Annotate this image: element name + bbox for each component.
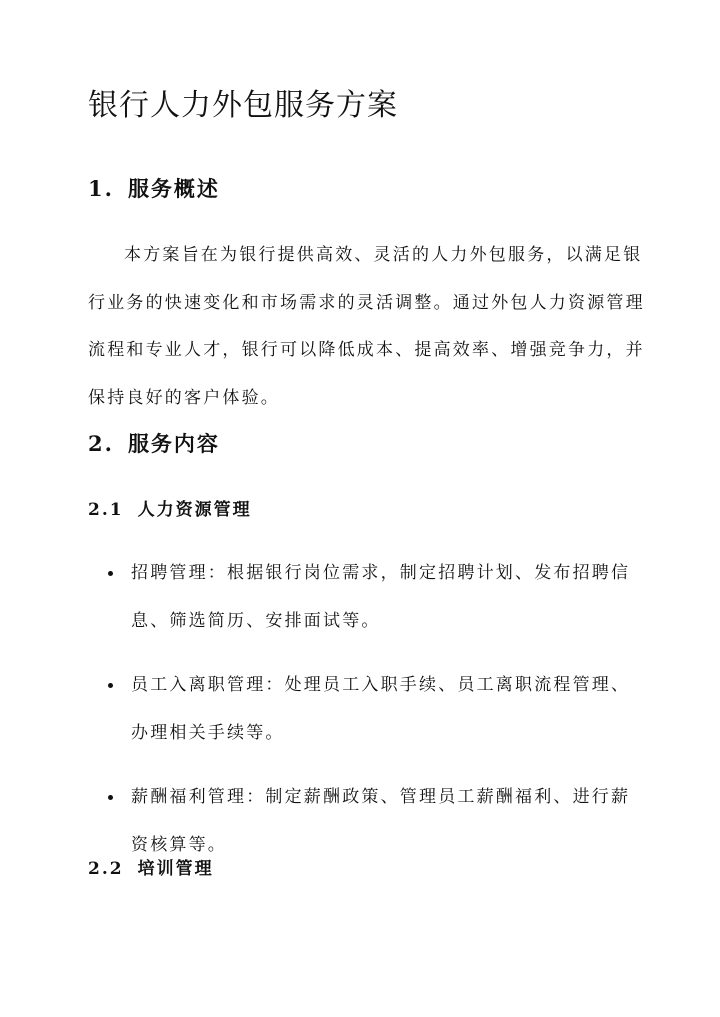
paragraph-line: 行业务的快速变化和市场需求的灵活调整。通过外包人力资源管理 — [88, 292, 645, 313]
bullet-icon — [108, 795, 113, 800]
section-title: 服务概述 — [127, 176, 220, 201]
subsection-heading-training-management — [88, 856, 214, 882]
list-item-line: 薪酬福利管理：制定薪酬政策、管理员工薪酬福利、进行薪 — [131, 787, 631, 807]
section-title: 服务内容 — [127, 431, 220, 456]
list-item — [88, 553, 633, 648]
subsection-title: 人力资源管理 — [137, 500, 252, 520]
paragraph-line: 流程和专业人才，银行可以降低成本、提高效率、增强竞争力，并 — [88, 340, 645, 360]
subsection-number: 2.1 — [88, 500, 124, 520]
bullet-icon — [108, 683, 113, 688]
overview-paragraph — [88, 235, 645, 425]
list-item-line: 息、筛选简历、安排面试等。 — [131, 610, 381, 631]
subsection-number: 2.2 — [88, 859, 124, 879]
hr-management-list — [88, 553, 633, 889]
section-heading-overview — [88, 174, 220, 204]
section-heading-content — [88, 429, 220, 459]
list-item — [88, 665, 633, 760]
list-item-line: 招聘管理：根据银行岗位需求，制定招聘计划、发布招聘信 — [131, 563, 631, 583]
document-title: 银行人力外包服务方案 — [88, 88, 398, 123]
list-item-line: 办理相关手续等。 — [131, 722, 285, 743]
bullet-icon — [108, 571, 113, 576]
paragraph-line: 保持良好的客户体验。 — [88, 387, 280, 408]
section-number: 1. — [88, 176, 114, 201]
subsection-heading-hr-management — [88, 497, 252, 523]
paragraph-line: 本方案旨在为银行提供高效、灵活的人力外包服务，以满足银 — [124, 245, 643, 265]
subsection-title: 培训管理 — [137, 859, 214, 879]
list-item-line: 资核算等。 — [131, 834, 227, 855]
list-item-line: 员工入离职管理：处理员工入职手续、员工离职流程管理、 — [131, 675, 631, 695]
section-number: 2. — [88, 431, 114, 456]
